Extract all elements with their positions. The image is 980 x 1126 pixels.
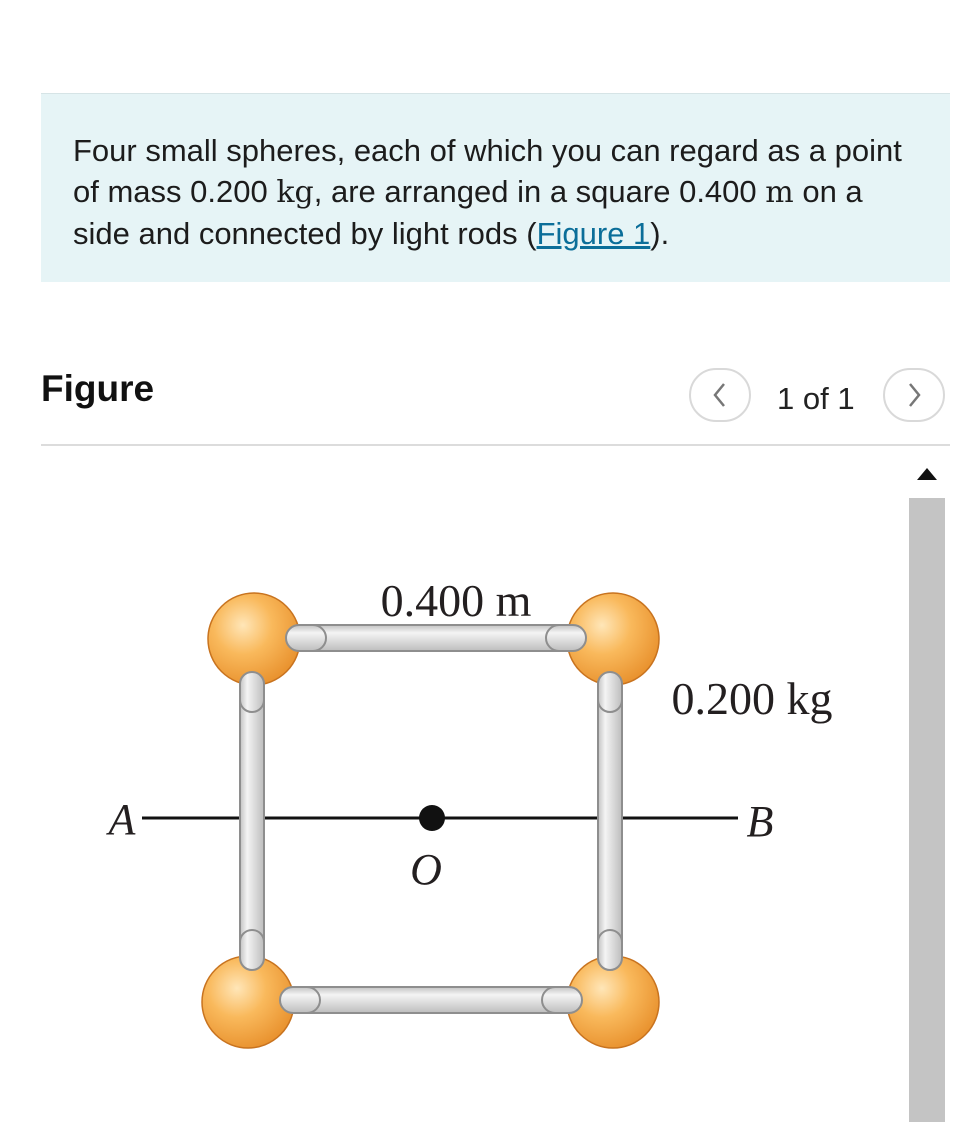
rod-left: [240, 672, 264, 970]
rod-top: [286, 625, 586, 651]
side-unit: m: [765, 175, 794, 210]
page-indicator: 1 of 1: [777, 381, 855, 416]
figure-scrollbar[interactable]: [906, 452, 948, 1124]
chevron-right-icon: [904, 380, 924, 410]
problem-text: [73, 130, 923, 254]
axis-label-a: A: [108, 795, 136, 844]
rod-right: [598, 672, 622, 970]
scrollbar-thumb[interactable]: [909, 498, 945, 1122]
problem-statement-box: [41, 93, 950, 282]
mass-label: 0.200 kg: [671, 673, 833, 724]
problem-text-part-4: ).: [650, 216, 670, 251]
problem-text-part-2: , are arranged in a square 0.400: [313, 174, 766, 209]
problem-text-part-3: on a side and connected by light rods (: [73, 174, 863, 251]
center-label-o: O: [410, 845, 442, 894]
figure-diagram: [0, 452, 900, 1126]
rod-right-joint-bottom: [598, 930, 622, 970]
side-length-label: 0.400 m: [380, 575, 532, 626]
figure-title: Figure: [41, 368, 155, 409]
scroll-up-button[interactable]: [906, 452, 948, 496]
figure-1-link[interactable]: Figure 1: [536, 216, 651, 251]
mass-unit: kg: [276, 175, 314, 210]
rod-top-joint-right: [546, 625, 586, 651]
chevron-left-icon: [710, 380, 730, 410]
axis-label-b: B: [746, 797, 774, 846]
center-point-o: [419, 805, 445, 831]
problem-text-part-1: Four small spheres, each of which you can regard as a point of mass 0.200: [73, 133, 902, 209]
rod-bottom: [280, 987, 582, 1013]
rod-bottom-joint-left: [280, 987, 320, 1013]
rod-left-joint-bottom: [240, 930, 264, 970]
triangle-up-icon: [916, 467, 938, 481]
rod-left-joint-top: [240, 672, 264, 712]
previous-figure-button[interactable]: [689, 368, 751, 422]
next-figure-button[interactable]: [883, 368, 945, 422]
figure-header: [41, 360, 950, 446]
rod-right-joint-top: [598, 672, 622, 712]
rod-bottom-joint-right: [542, 987, 582, 1013]
rod-top-joint-left: [286, 625, 326, 651]
